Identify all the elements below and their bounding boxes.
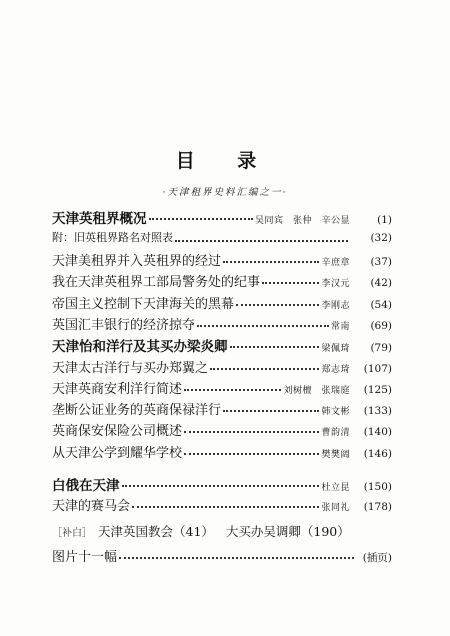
toc-entry-author: 梁佩琦 — [321, 344, 350, 354]
toc-entry-author: 刘树檀 张瑞庭 — [283, 386, 350, 396]
toc-entry — [52, 420, 392, 440]
page-title: 目 录 — [175, 150, 275, 172]
pictures-title: 图片十一幅 — [52, 550, 118, 565]
leader-dots — [184, 453, 319, 455]
toc-entry-title: 垄断公证业务的英商保禄洋行 — [52, 403, 222, 418]
toc-entry-author: 常南 — [330, 322, 350, 332]
toc-entry — [52, 399, 392, 419]
toc-entry-author: 曹韵清 — [321, 428, 350, 438]
toc-entry-author: 辛庶章 — [321, 258, 350, 268]
toc-entry-page: (125) — [363, 384, 392, 396]
pictures-entry — [52, 546, 392, 566]
toc-entry — [52, 378, 392, 398]
toc-entry-page: (69) — [370, 320, 392, 332]
toc-entry-title: 天津的赛马会 — [52, 499, 131, 514]
toc-entry-page: (32) — [370, 232, 392, 244]
toc-entry-title: 我在天津英租界工部局警务处的纪事 — [52, 275, 261, 290]
toc-entry-page: (178) — [363, 501, 392, 513]
toc-entry-page: (79) — [370, 342, 392, 354]
toc-entry — [52, 495, 392, 515]
leader-dots — [197, 325, 329, 327]
leader-dots — [149, 218, 253, 220]
toc-entry-page: (140) — [363, 426, 392, 438]
toc-entry-author: 郑志琦 — [321, 365, 350, 375]
toc-entry-author: 樊樊阔 — [321, 450, 350, 460]
supplement-line — [52, 522, 362, 540]
leader-dots — [122, 485, 320, 487]
toc-entry — [52, 442, 392, 462]
leader-dots — [184, 431, 319, 433]
supplement-tag: ［补白］ — [52, 528, 92, 539]
toc-entry — [52, 293, 392, 313]
toc-entry-title: 天津美租界并入英租界的经过 — [52, 254, 222, 269]
series-subtitle: ·天津租界史料汇编之一· — [162, 187, 288, 198]
toc-entry — [52, 335, 392, 355]
toc-entry — [52, 357, 392, 377]
toc-entry-title: 英国汇丰银行的经济掠夺 — [52, 318, 196, 333]
toc-entry-page: (107) — [363, 363, 392, 375]
supplement-item: 大买办吴调卿（190） — [225, 524, 350, 539]
toc-entry — [52, 271, 392, 291]
toc-entry-author: 韩文彬 — [321, 407, 350, 417]
pictures-page: (插页) — [362, 552, 392, 564]
toc-entry-title: 天津怡和洋行及其买办梁炎卿 — [52, 339, 228, 355]
toc-entry-author: 张同礼 — [321, 503, 350, 513]
toc-entry-title: 附：旧英租界路名对照表 — [52, 231, 173, 244]
toc-entry-page: (42) — [370, 277, 392, 289]
toc-entry-title: 天津太古洋行与买办郑翼之 — [52, 361, 209, 376]
supplement-item: 天津英国教会（41） — [98, 524, 214, 539]
toc-entry — [52, 207, 392, 227]
leader-dots — [262, 282, 319, 284]
leader-dots — [223, 261, 319, 263]
toc-entry-author: 李刚志 — [321, 301, 350, 311]
toc-entry-title: 白俄在天津 — [52, 478, 120, 494]
toc-entry-author: 李汉元 — [321, 279, 350, 289]
toc-entry-page: (150) — [363, 481, 392, 493]
leader-dots — [175, 240, 348, 242]
leader-dots — [223, 410, 319, 412]
toc-entry-author: 吴同宾 张仲 辛公显 — [254, 216, 350, 226]
leader-dots — [132, 506, 319, 508]
toc-entry-title: 天津英租界概况 — [52, 211, 147, 227]
toc-entry-title: 从天津公学到耀华学校 — [52, 446, 183, 461]
toc-entry — [52, 474, 392, 494]
toc-entry-author: 杜立昆 — [321, 483, 350, 493]
toc-entry-title: 天津英商安利洋行简述 — [52, 382, 183, 397]
toc-entry-page: (37) — [370, 256, 392, 268]
toc-entry-page: (133) — [363, 405, 392, 417]
toc-entry-page: (54) — [370, 299, 392, 311]
toc-entry — [52, 250, 392, 270]
leader-dots — [184, 389, 281, 391]
toc-entry — [52, 229, 392, 249]
toc-entry-page: (146) — [363, 448, 392, 460]
leader-dots — [119, 557, 354, 559]
leader-dots — [230, 346, 320, 348]
toc-entry-title: 英商保安保险公司概述 — [52, 424, 183, 439]
leader-dots — [236, 304, 319, 306]
toc-entry-title: 帝国主义控制下天津海关的黑幕 — [52, 297, 235, 312]
leader-dots — [210, 368, 319, 370]
toc-entry — [52, 314, 392, 334]
toc-entry-page: (1) — [377, 214, 392, 226]
